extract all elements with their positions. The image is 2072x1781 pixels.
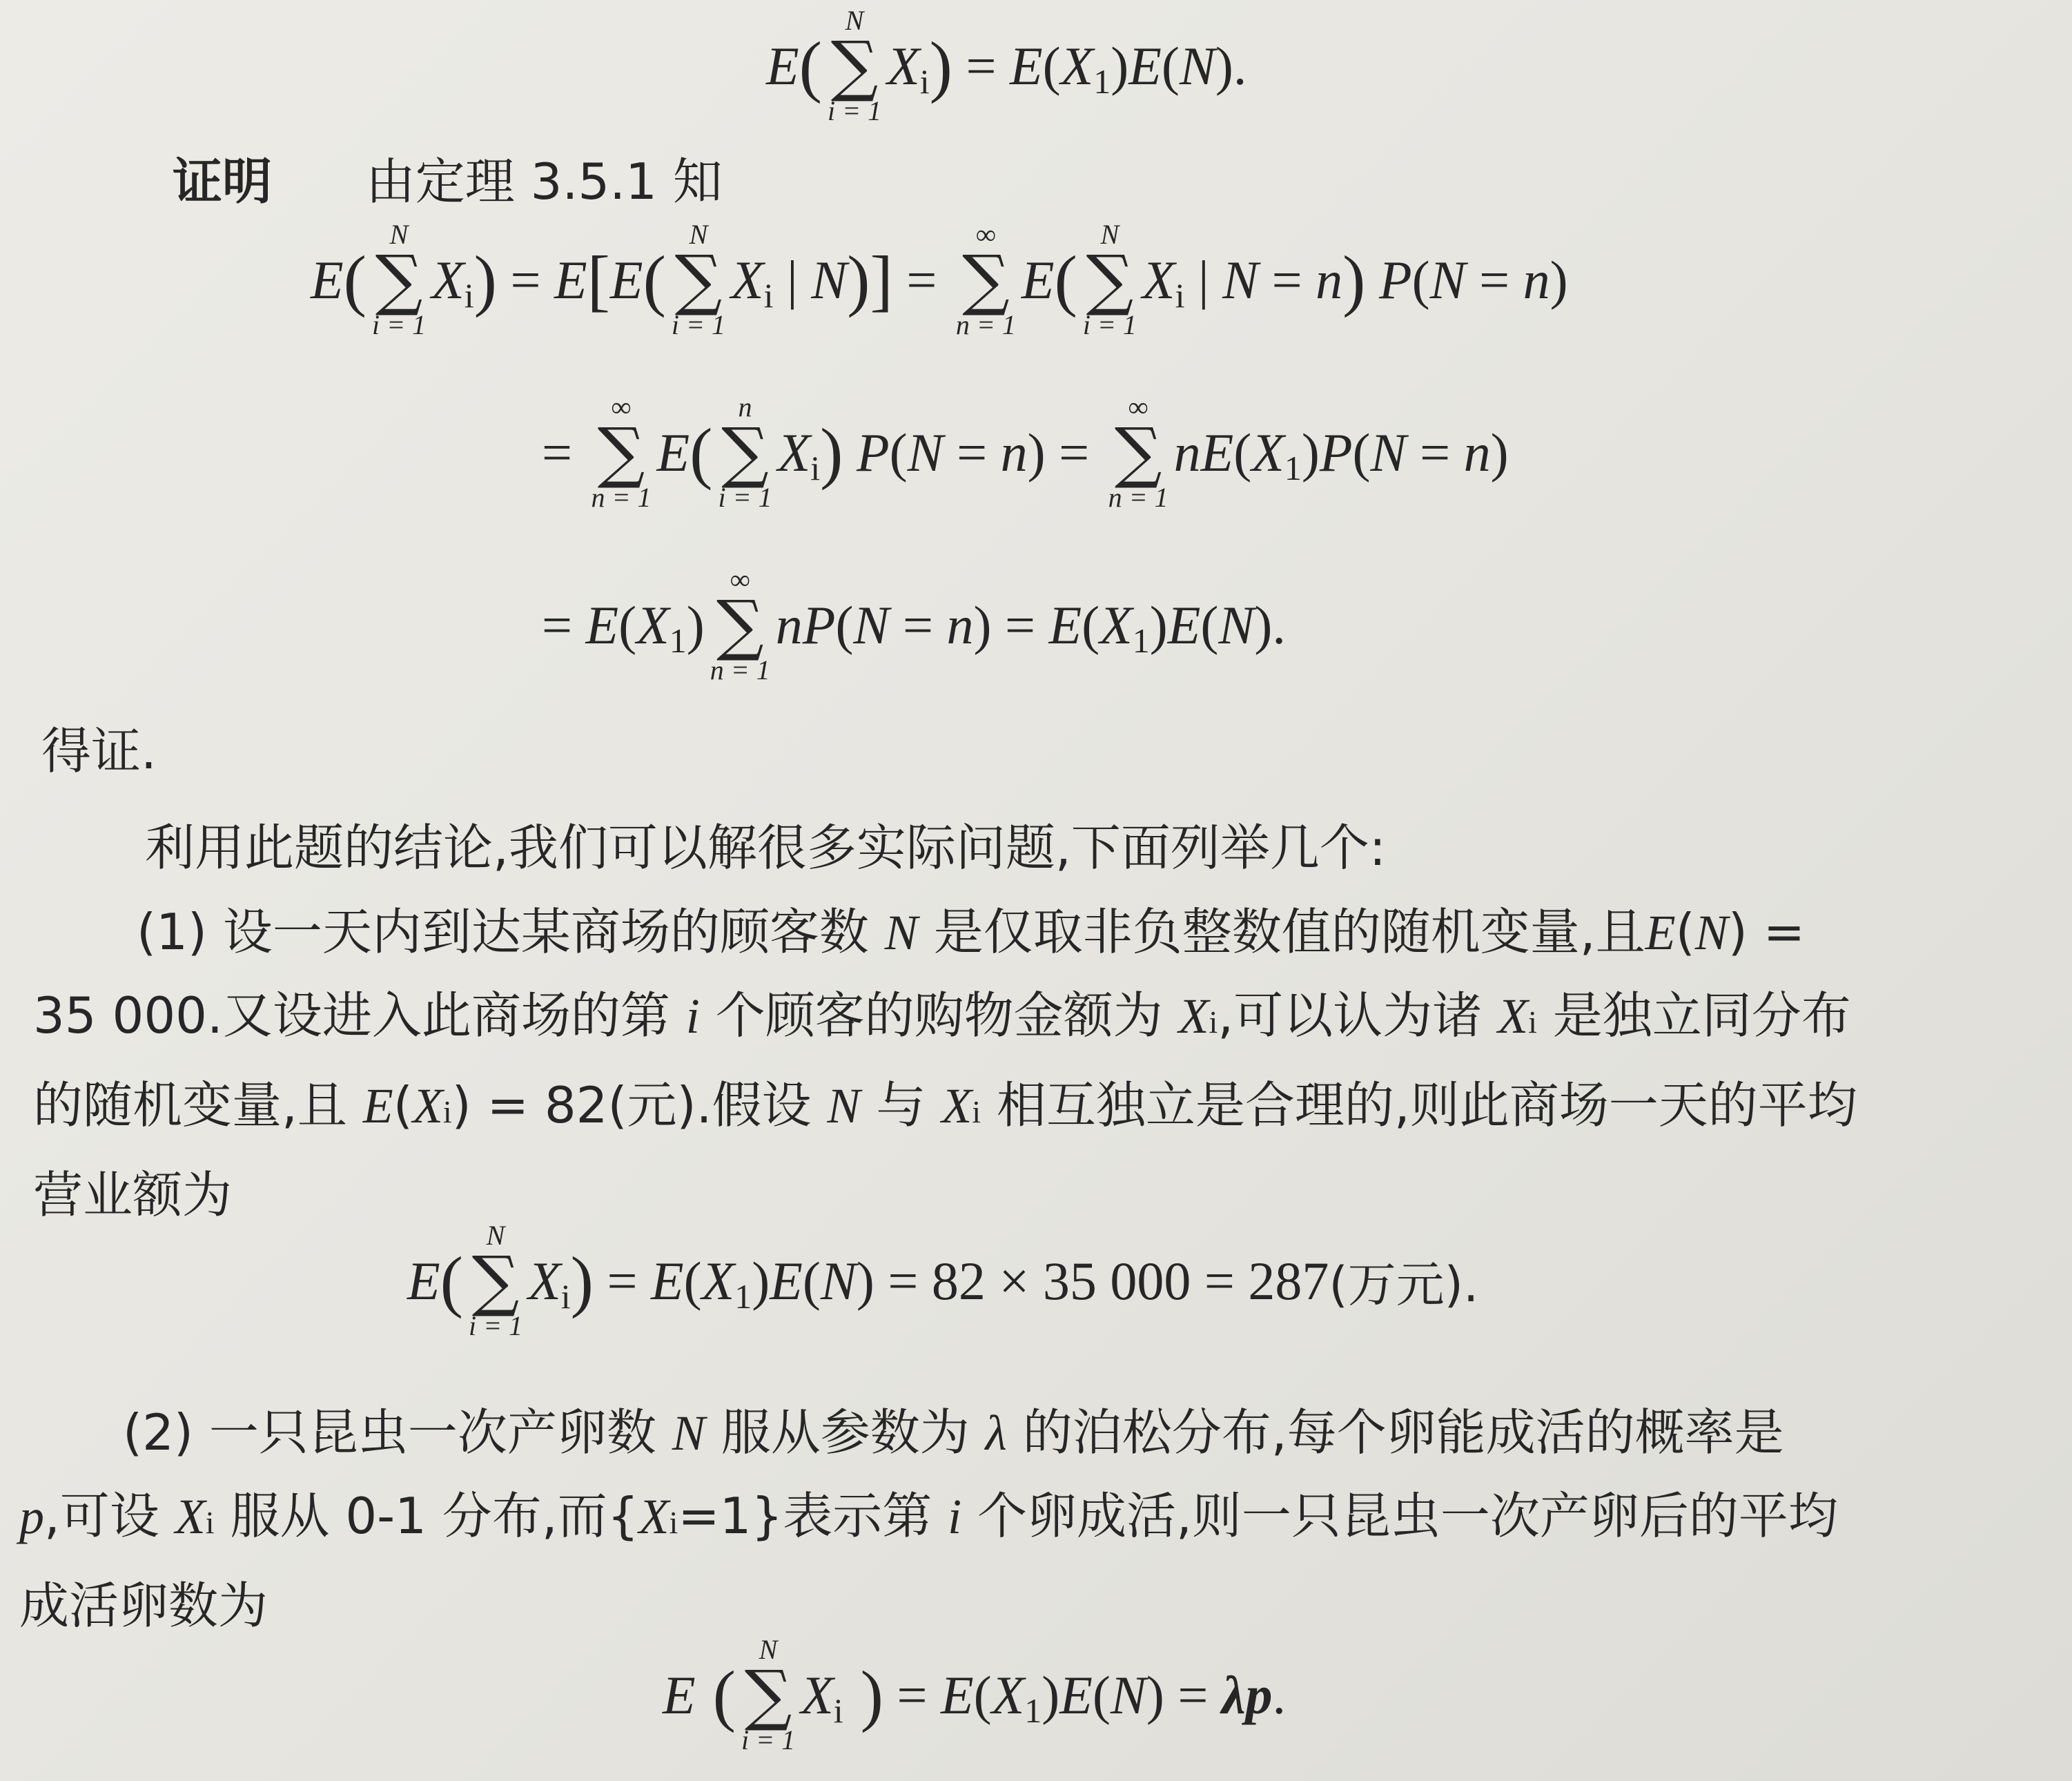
- equation-example-2: E ( N ∑ i = 1 X i ) = E ( X 1 ) E ( N ) = λp .: [663, 1634, 1287, 1756]
- equation-proof-line3: = E ( X 1 ) ∞ ∑ n = 1 nP ( N = n ) = E ( X 1 ) E ( N ).: [542, 564, 1286, 686]
- equation-theorem: E ( N ∑ i = 1 X i ) = E ( X 1 ) E ( N ).: [766, 5, 1247, 127]
- example-1-paragraph: (1) 设一天内到达某商场的顾客数 N 是仅取非负整数值的随机变量,且E(N) = 35 000.又设进入此商场的第 i 个顾客的购物金额为 Xi,可以认为诸 Xi 是独立同分布 的随机变量,且 E(Xi) = 82(元).假设 N 与 Xi 相互独立是合理的,则此商场一天的平均 营业额为: [33, 903, 1857, 1224]
- equation-example-1: E ( N ∑ i = 1 X i ) = E ( X 1 ) E ( N ) = 82 × 35 000 = 287 (万元).: [407, 1220, 1479, 1342]
- example-2-paragraph: (2) 一只昆虫一次产卵数 N 服从参数为 λ 的泊松分布,每个卵能成活的概率是 p,可设 Xi 服从 0-1 分布,而{Xi=1}表示第 i 个卵成活,则一只昆虫一次产卵后的平均 成活卵数为: [19, 1403, 1838, 1635]
- proof-heading: 证明: [173, 153, 273, 211]
- equation-proof-line1: E ( N ∑ i = 1 X i ) = E [ E ( N ∑ i = 1 X i | N ) ] = ∞ ∑ n = 1 E ( N ∑ i = 1 X i | N = n ) P ( N = n ): [311, 219, 1568, 341]
- sum-symbol: N ∑ i = 1: [827, 5, 882, 127]
- intro-paragraph: 利用此题的结论,我们可以解很多实际问题,下面列举几个:: [145, 819, 1387, 877]
- proof-intro: 由定理 3.5.1 知: [365, 153, 723, 211]
- equation-proof-line2: = ∞ ∑ n = 1 E ( n ∑ i = 1 X i ) P ( N = n ) = ∞ ∑ n = 1 nE ( X 1 ) P ( N = n ): [542, 391, 1509, 514]
- conclusion: 得证.: [41, 722, 157, 780]
